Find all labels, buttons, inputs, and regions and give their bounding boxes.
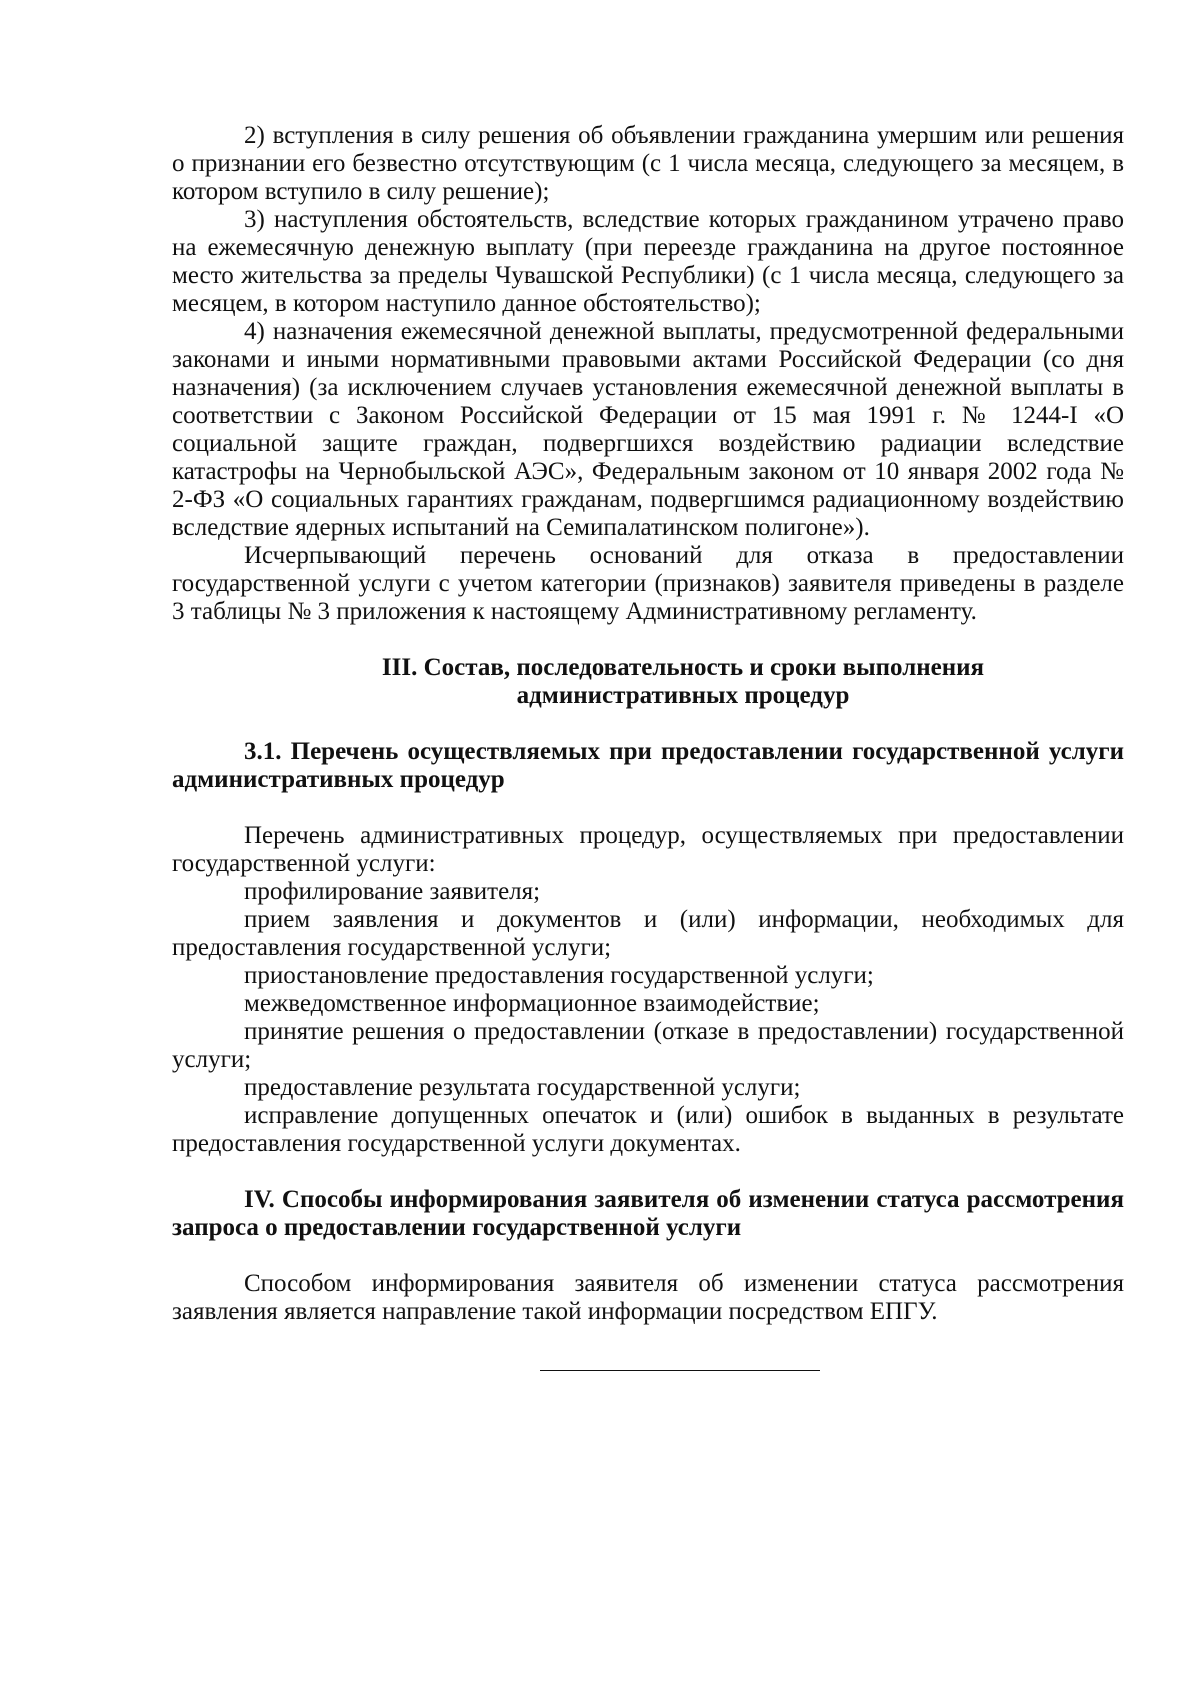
- paragraph-item-2: 2) вступления в силу решения об объявлении гражданина умершим или решения о признании его безвестно отсутствующим (с 1 числа месяца, следующего за месяцем, в котором вступило в силу решение);: [172, 122, 1124, 205]
- procedure-item: исправление допущенных опечаток и (или) ошибок в выданных в результате предоставления государственной услуги документах.: [172, 1102, 1124, 1157]
- section-3-heading: [172, 654, 1124, 710]
- procedure-item: предоставление результата государственной услуги;: [244, 1074, 801, 1101]
- spacer: [172, 1242, 1124, 1270]
- spacer: [172, 794, 1124, 822]
- paragraph-item-3: 3) наступления обстоятельств, вследствие которых гражданином утрачено право на ежемесячную денежную выплату (при переезде гражданина на другое постоянное место жительства за пределы Чувашской Республики) (с 1 числа месяца, следующего за месяцем, в котором наступило данное обстоятельство);: [172, 206, 1124, 317]
- spacer: [172, 1158, 1124, 1186]
- section-3-heading-line-1: III. Состав, последовательность и сроки выполнения: [381, 654, 985, 681]
- procedure-item: межведомственное информационное взаимодействие;: [244, 990, 820, 1017]
- spacer: [172, 626, 1124, 654]
- section-4-body: Способом информирования заявителя об изменении статуса рассмотрения заявления является направление такой информации посредством ЕПГУ.: [172, 1270, 1124, 1325]
- paragraph-item-4: 4) назначения ежемесячной денежной выплаты, предусмотренной федеральными законами и иными нормативными правовыми актами Российской Федерации (со дня назначения) (за исключением случаев установления ежемесячной денежной выплаты в соответствии с Законом Российской Федерации от 15 мая 1991 г. № 1244-I «О социальной защите граждан, подвергшихся воздействию радиации вследствие катастрофы на Чернобыльской АЭС», Федеральным законом от 10 января 2002 года № 2-ФЗ «О социальных гарантиях гражданам, подвергшимся радиационному воздействию вследствие ядерных испытаний на Семипалатинском полигоне»).: [172, 318, 1124, 541]
- subsection-3-1-heading: 3.1. Перечень осуществляемых при предоставлении государственной услуги административных процедур: [172, 738, 1124, 793]
- procedure-item: профилирование заявителя;: [244, 878, 541, 905]
- procedure-item: принятие решения о предоставлении (отказе в предоставлении) государственной услуги;: [172, 1018, 1124, 1073]
- procedures-intro: Перечень административных процедур, осуществляемых при предоставлении государственной услуги:: [172, 822, 1124, 877]
- section-4-heading: IV. Способы информирования заявителя об изменении статуса рассмотрения запроса о предоставлении государственной услуги: [172, 1186, 1124, 1241]
- section-3-heading-line-2: административных процедур: [516, 682, 850, 709]
- end-divider-line: [540, 1370, 820, 1371]
- spacer: [172, 710, 1124, 738]
- document-page: [172, 122, 1124, 1371]
- procedure-item: приостановление предоставления государственной услуги;: [244, 962, 874, 989]
- procedure-item: прием заявления и документов и (или) информации, необходимых для предоставления государственной услуги;: [172, 906, 1124, 961]
- paragraph-refusal-grounds: Исчерпывающий перечень оснований для отказа в предоставлении государственной услуги с учетом категории (признаков) заявителя приведены в разделе 3 таблицы № 3 приложения к настоящему Административному регламенту.: [172, 542, 1124, 625]
